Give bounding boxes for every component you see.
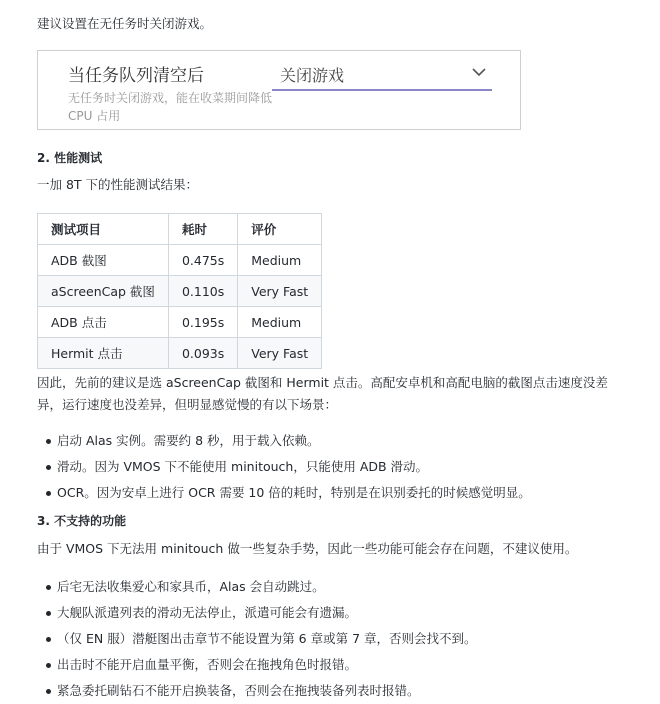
table-cell: aScreenCap 截图 bbox=[38, 276, 169, 307]
intro-text: 建议设置在无任务时关闭游戏。 bbox=[37, 16, 213, 31]
unsupported-intro: 由于 VMOS 下无法用 minitouch 做一些复杂手势，因此一些功能可能会存在问题，不建议使用。 bbox=[37, 541, 578, 556]
table-cell: 0.110s bbox=[168, 276, 237, 307]
section-heading-unsupported: 3. 不支持的功能 bbox=[37, 514, 127, 528]
chevron-down-icon bbox=[472, 67, 486, 77]
column-header: 测试项目 bbox=[38, 214, 169, 245]
table-header-row bbox=[38, 214, 322, 245]
table-cell: 0.093s bbox=[168, 338, 237, 369]
list-item: 启动 Alas 实例。需要约 8 秒，用于载入依赖。 bbox=[37, 428, 531, 454]
section-heading-performance: 2. 性能测试 bbox=[37, 151, 103, 165]
list-item: 紧急委托刷钻石不能开启换装备，否则会在拖拽装备列表时报错。 bbox=[37, 678, 477, 704]
table-cell: ADB 点击 bbox=[38, 307, 169, 338]
table-row bbox=[38, 276, 322, 307]
select-value: 关闭游戏 bbox=[280, 66, 345, 85]
list-item: （仅 EN 服）潜艇图出击章节不能设置为第 6 章或第 7 章，否则会找不到。 bbox=[37, 626, 477, 652]
column-header: 耗时 bbox=[168, 214, 237, 245]
table-cell: Medium bbox=[238, 307, 322, 338]
performance-table bbox=[37, 213, 322, 369]
table-row bbox=[38, 245, 322, 276]
table-row bbox=[38, 338, 322, 369]
setting-description: 无任务时关闭游戏，能在收菜期间降低 CPU 占用 bbox=[68, 91, 273, 123]
table-cell: Hermit 点击 bbox=[38, 338, 169, 369]
table-row bbox=[38, 307, 322, 338]
conclusion-line-1: 因此，先前的建议是选 aScreenCap 截图和 Hermit 点击。高配安卓机和高配电脑的截图点击速度没差 bbox=[37, 375, 608, 390]
table-cell: 0.195s bbox=[168, 307, 237, 338]
list-item: 大舰队派遣列表的滑动无法停止，派遣可能会有遗漏。 bbox=[37, 600, 477, 626]
setting-title: 当任务队列清空后 bbox=[68, 66, 204, 86]
table-cell: Very Fast bbox=[238, 276, 322, 307]
unsupported-bullet-list bbox=[37, 574, 477, 704]
table-cell: 0.475s bbox=[168, 245, 237, 276]
table-cell: Very Fast bbox=[238, 338, 322, 369]
close-game-select[interactable] bbox=[272, 61, 492, 91]
performance-intro: 一加 8T 下的性能测试结果： bbox=[37, 177, 199, 192]
table-cell: Medium bbox=[238, 245, 322, 276]
list-item: 滑动。因为 VMOS 下不能使用 minitouch，只能使用 ADB 滑动。 bbox=[37, 454, 531, 480]
list-item: 出击时不能开启血量平衡，否则会在拖拽角色时报错。 bbox=[37, 652, 477, 678]
performance-bullet-list bbox=[37, 428, 531, 506]
list-item: OCR。因为安卓上进行 OCR 需要 10 倍的耗时，特别是在识别委托的时候感觉明显。 bbox=[37, 480, 531, 506]
list-item: 后宅无法收集爱心和家具币，Alas 会自动跳过。 bbox=[37, 574, 477, 600]
table-cell: ADB 截图 bbox=[38, 245, 169, 276]
setting-screenshot bbox=[37, 50, 521, 130]
column-header: 评价 bbox=[238, 214, 322, 245]
conclusion-line-2: 异，运行速度也没差异，但明显感觉慢的有以下场景： bbox=[37, 397, 338, 412]
